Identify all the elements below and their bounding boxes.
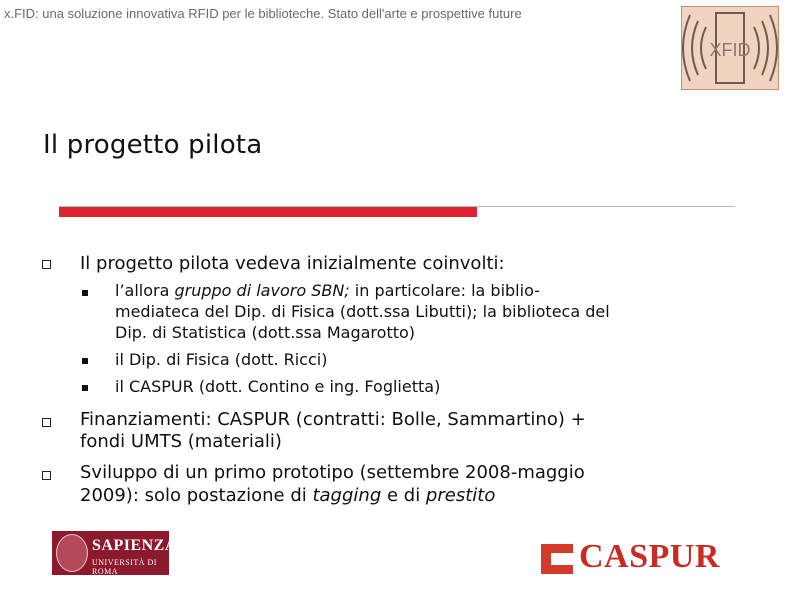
sapienza-name: SAPIENZA <box>92 537 177 554</box>
bullet-text: Il progetto pilota vedeva inizialmente coinvolti: <box>80 253 505 274</box>
slide-title: Il progetto pilota <box>43 130 263 160</box>
xfid-logo-icon <box>682 7 778 89</box>
bullet-text-line: fondi UMTS (materiali) <box>80 431 282 452</box>
caspur-name: CASPUR <box>579 538 720 575</box>
bullet-text: Sviluppo di un primo prototipo (settembre 2008-maggio <box>80 462 585 483</box>
sub-bullet-text-line: mediateca del Dip. di Fisica (dott.ssa Libutti); la biblioteca del <box>115 302 610 321</box>
sub-bullet-text: l’allora gruppo di lavoro SBN; in particolare: la biblio- <box>115 281 540 300</box>
running-title: x.FID: una soluzione innovativa RFID per le biblioteche. Stato dell'arte e prospettive future <box>4 6 522 21</box>
square-bullet-icon <box>42 260 51 269</box>
university-crest-icon <box>56 534 88 572</box>
bullet-text-line: 2009): solo postazione di tagging e di prestito <box>80 485 496 506</box>
square-bullet-icon <box>42 418 51 427</box>
caspur-mark-icon <box>541 544 573 574</box>
sub-bullet-text: il Dip. di Fisica (dott. Ricci) <box>115 350 328 369</box>
sapienza-logo <box>52 531 177 576</box>
sapienza-subtitle: UNIVERSITÀ DI ROMA <box>92 558 157 576</box>
svg-text:XFID: XFID <box>709 40 751 60</box>
filled-square-bullet-icon <box>82 290 88 296</box>
bullet-text: Finanziamenti: CASPUR (contratti: Bolle, Sammartino) + <box>80 409 586 430</box>
square-bullet-icon <box>42 471 51 480</box>
sub-bullet-text: il CASPUR (dott. Contino e ing. Foglietta) <box>115 377 441 396</box>
sub-bullet-text-line: Dip. di Statistica (dott.ssa Magarotto) <box>115 323 416 342</box>
title-accent-bar <box>59 207 477 217</box>
xfid-logo <box>681 6 779 90</box>
filled-square-bullet-icon <box>82 385 88 391</box>
filled-square-bullet-icon <box>82 358 88 364</box>
